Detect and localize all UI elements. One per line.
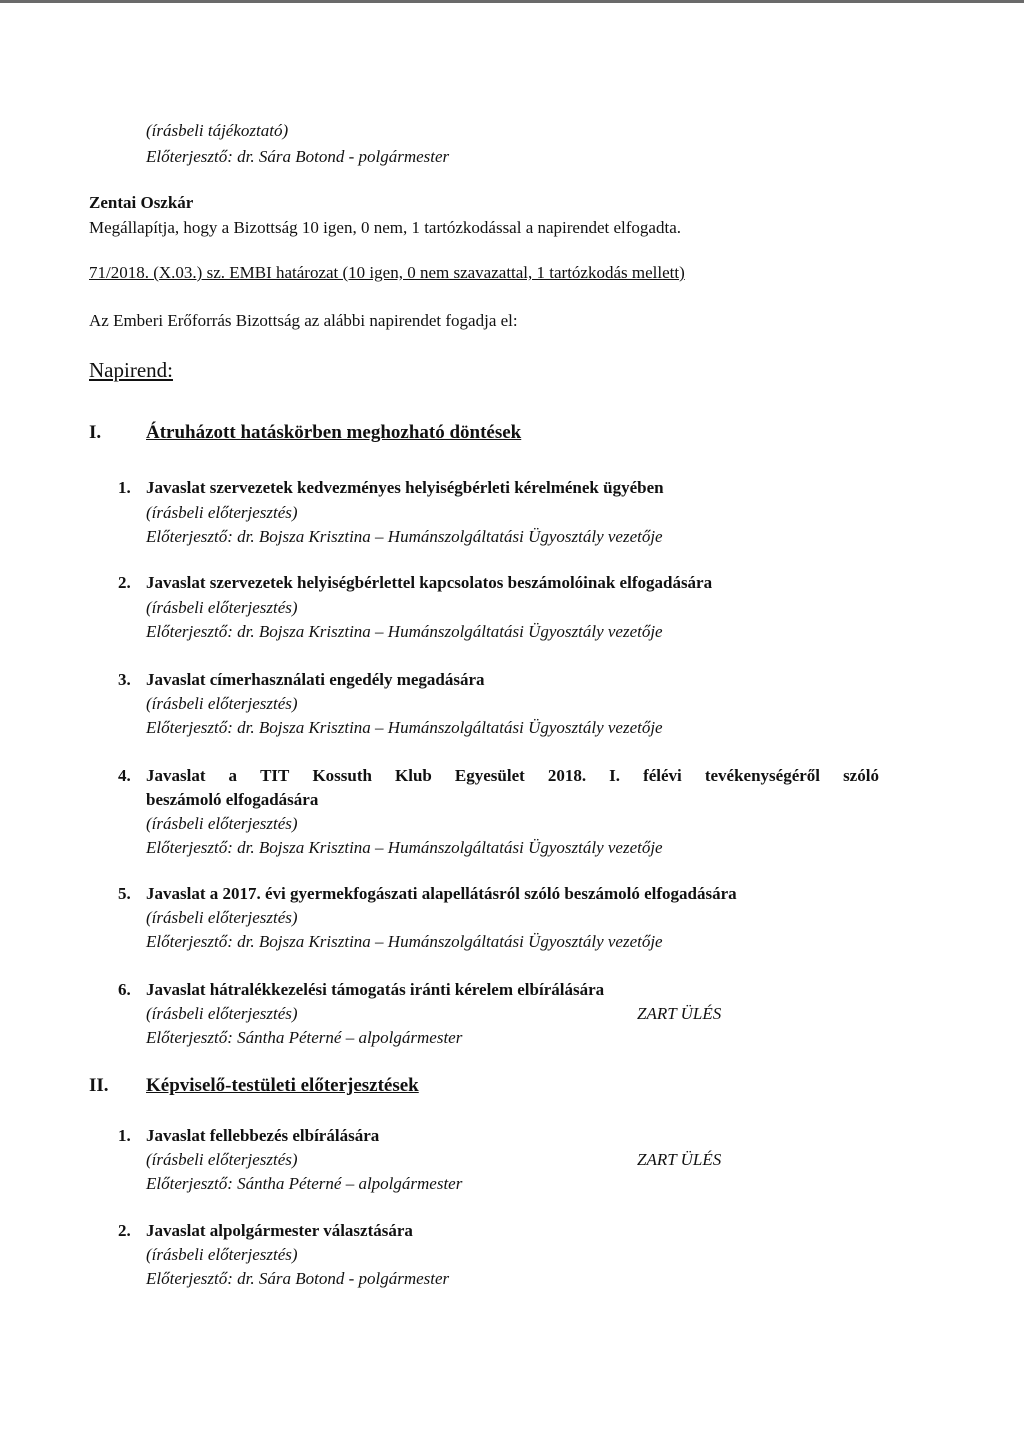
agenda-item-type: (írásbeli előterjesztés) [146, 814, 298, 833]
napirend-heading: Napirend: [89, 358, 173, 382]
agenda-item-number: 3. [118, 670, 131, 689]
agenda-item-number: 6. [118, 980, 131, 999]
agenda-item-title: Javaslat a 2017. évi gyermekfogászati alapellátásról szóló beszámoló elfogadására [146, 884, 737, 903]
title-word: szóló [843, 766, 879, 785]
agenda-item-number: 2. [118, 1221, 131, 1240]
agenda-item-title: Javaslat alpolgármester választására [146, 1221, 413, 1240]
intro-document-type: (írásbeli tájékoztató) [146, 121, 289, 140]
agenda-item-number: 5. [118, 884, 131, 903]
agenda-item-presenter: Előterjesztő: Sántha Péterné – alpolgármester [146, 1028, 463, 1047]
agenda-item-type: (írásbeli előterjesztés) [146, 503, 298, 522]
agenda-item-title: Javaslat hátralékkezelési támogatás iránti kérelem elbírálására [146, 980, 605, 999]
closed-session-label: ZART ÜLÉS [637, 1150, 722, 1169]
agenda-item-title: Javaslat szervezetek helyiségbérlettel kapcsolatos beszámolóinak elfogadására [146, 573, 713, 592]
speaker-name: Zentai Oszkár [89, 193, 194, 212]
title-word: félévi [643, 766, 682, 785]
section-2-title: Képviselő-testületi előterjesztések [146, 1075, 419, 1096]
title-word: Javaslat [146, 766, 206, 785]
title-word: 2018. [547, 766, 587, 785]
agenda-item-title [146, 766, 879, 786]
title-word: tevékenységéről [704, 766, 821, 785]
agenda-item-title-continued: beszámoló elfogadására [146, 790, 319, 809]
agenda-item-number: 1. [118, 478, 131, 497]
agenda-item-type: (írásbeli előterjesztés) [146, 908, 298, 927]
scan-top-border [0, 0, 1024, 3]
title-word: Klub [395, 766, 432, 785]
agenda-item-type: (írásbeli előterjesztés) [146, 1245, 298, 1264]
agenda-item-presenter: Előterjesztő: Sántha Péterné – alpolgármester [146, 1174, 463, 1193]
agenda-item-number: 1. [118, 1126, 131, 1145]
agenda-item-number: 2. [118, 573, 131, 592]
agenda-item-presenter: Előterjesztő: dr. Bojsza Krisztina – Humánszolgáltatási Ügyosztály vezetője [146, 838, 663, 857]
title-word: TIT [260, 766, 290, 785]
vote-statement: Megállapítja, hogy a Bizottság 10 igen, 0 nem, 1 tartózkodással a napirendet elfogadta. [89, 218, 681, 237]
agenda-item-type: (írásbeli előterjesztés) [146, 1004, 298, 1023]
title-word: a [228, 766, 238, 785]
section-1-number: I. [89, 422, 102, 443]
agenda-item-title: Javaslat címerhasználati engedély megadására [146, 670, 485, 689]
agenda-item-presenter: Előterjesztő: dr. Sára Botond - polgármester [146, 1269, 450, 1288]
title-word: Kossuth [312, 766, 372, 785]
agenda-item-type: (írásbeli előterjesztés) [146, 598, 298, 617]
agenda-item-presenter: Előterjesztő: dr. Bojsza Krisztina – Humánszolgáltatási Ügyosztály vezetője [146, 718, 663, 737]
title-word: Egyesület [454, 766, 525, 785]
closed-session-label: ZART ÜLÉS [637, 1004, 722, 1023]
title-word: I. [609, 766, 621, 785]
agenda-item-type: (írásbeli előterjesztés) [146, 1150, 298, 1169]
agenda-item-title: Javaslat fellebbezés elbírálására [146, 1126, 380, 1145]
agenda-item-presenter: Előterjesztő: dr. Bojsza Krisztina – Humánszolgáltatási Ügyosztály vezetője [146, 932, 663, 951]
agenda-item-title: Javaslat szervezetek kedvezményes helyiségbérleti kérelmének ügyében [146, 478, 664, 497]
committee-line: Az Emberi Erőforrás Bizottság az alábbi napirendet fogadja el: [89, 311, 518, 330]
agenda-item-type: (írásbeli előterjesztés) [146, 694, 298, 713]
agenda-item-presenter: Előterjesztő: dr. Bojsza Krisztina – Humánszolgáltatási Ügyosztály vezetője [146, 527, 663, 546]
resolution-line: 71/2018. (X.03.) sz. EMBI határozat (10 igen, 0 nem szavazattal, 1 tartózkodás mellett) [89, 263, 685, 282]
agenda-item-number: 4. [118, 766, 131, 785]
section-1-title: Átruházott hatáskörben meghozható döntések [146, 422, 522, 443]
intro-presenter: Előterjesztő: dr. Sára Botond - polgármester [146, 147, 450, 166]
section-2-number: II. [89, 1075, 109, 1096]
agenda-item-presenter: Előterjesztő: dr. Bojsza Krisztina – Humánszolgáltatási Ügyosztály vezetője [146, 622, 663, 641]
